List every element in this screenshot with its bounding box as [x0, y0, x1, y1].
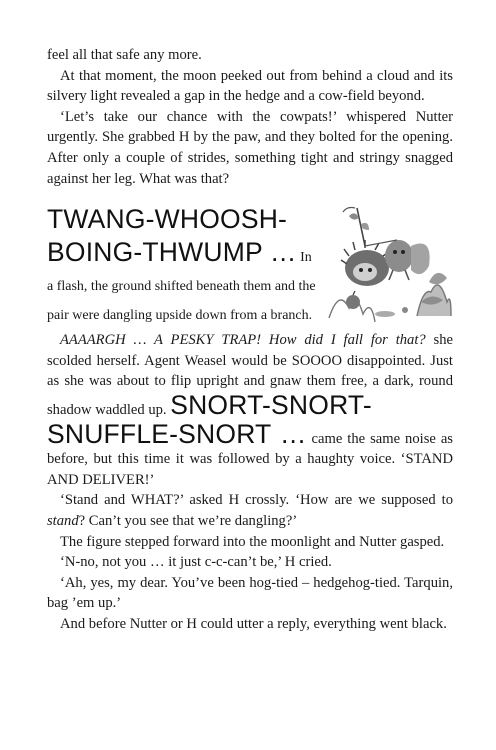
- sound-effect-snort: SNORT-SNORT-: [170, 389, 372, 420]
- dangling-squirrel-hedgehog-illustration-icon: [325, 206, 453, 324]
- paragraph-2: At that moment, the moon peeked out from behind a cloud and its silvery light revealed a gap in the hedge and a cow-field beyond.: [47, 67, 453, 105]
- paragraph-5-part-b: ? Can’t you see that we’re dangling?’: [78, 512, 298, 529]
- paragraph-4-text: In a flash, the ground shifted beneath them and the pair were dangling upside down from a branch.: [47, 250, 316, 324]
- paragraph-1: feel all that safe any more.: [47, 47, 202, 63]
- paragraph-5-part-a: ‘Stand and WHAT?’ asked H crossly. ‘How are we supposed to: [60, 492, 453, 509]
- paragraph-3: ‘Let’s take our chance with the cowpats!’ whispered Nutter urgently. She grabbed H by the paw, and they bolted for the opening. After only a couple of strides, something tight and stringy snagged against her leg. What was that?: [47, 108, 453, 187]
- paragraph-7: ‘N-no, not you … it just c-c-can’t be,’ H cried.: [60, 554, 332, 571]
- paragraph-thought: [47, 330, 453, 490]
- sound-effect-snuffle: SNUFFLE-SNORT …: [47, 418, 307, 449]
- italic-thought: AAAARGH … A PESKY TRAP! How did I fall for that?: [60, 332, 426, 349]
- sound-effect-twang: TWANG-WHOOSH-: [47, 204, 288, 235]
- book-page: [47, 45, 453, 634]
- paragraph-8: ‘Ah, yes, my dear. You’ve been hog-tied – hedgehog-tied. Tarquin, bag ’em up.’: [47, 574, 453, 612]
- paragraph-6: The figure stepped forward into the moonlight and Nutter gasped.: [60, 533, 445, 550]
- sound-effect-boing: BOING-THWUMP …: [47, 237, 297, 268]
- paragraph-9: And before Nutter or H could utter a reply, everything went black.: [60, 615, 447, 632]
- after-thought: she scolded herself. Agent Weasel would be SOOOO disappointed. Just as she was about to flip upright and gnaw them free, a dark, round shadow waddled up.: [47, 332, 453, 418]
- paragraph-5: [47, 490, 453, 531]
- paragraph-5-italic: stand: [47, 512, 79, 529]
- sfx2-after-text: came the same noise as before, but this time it was followed by a haughty voice. ‘STAND AND DELIVER!’: [47, 430, 453, 488]
